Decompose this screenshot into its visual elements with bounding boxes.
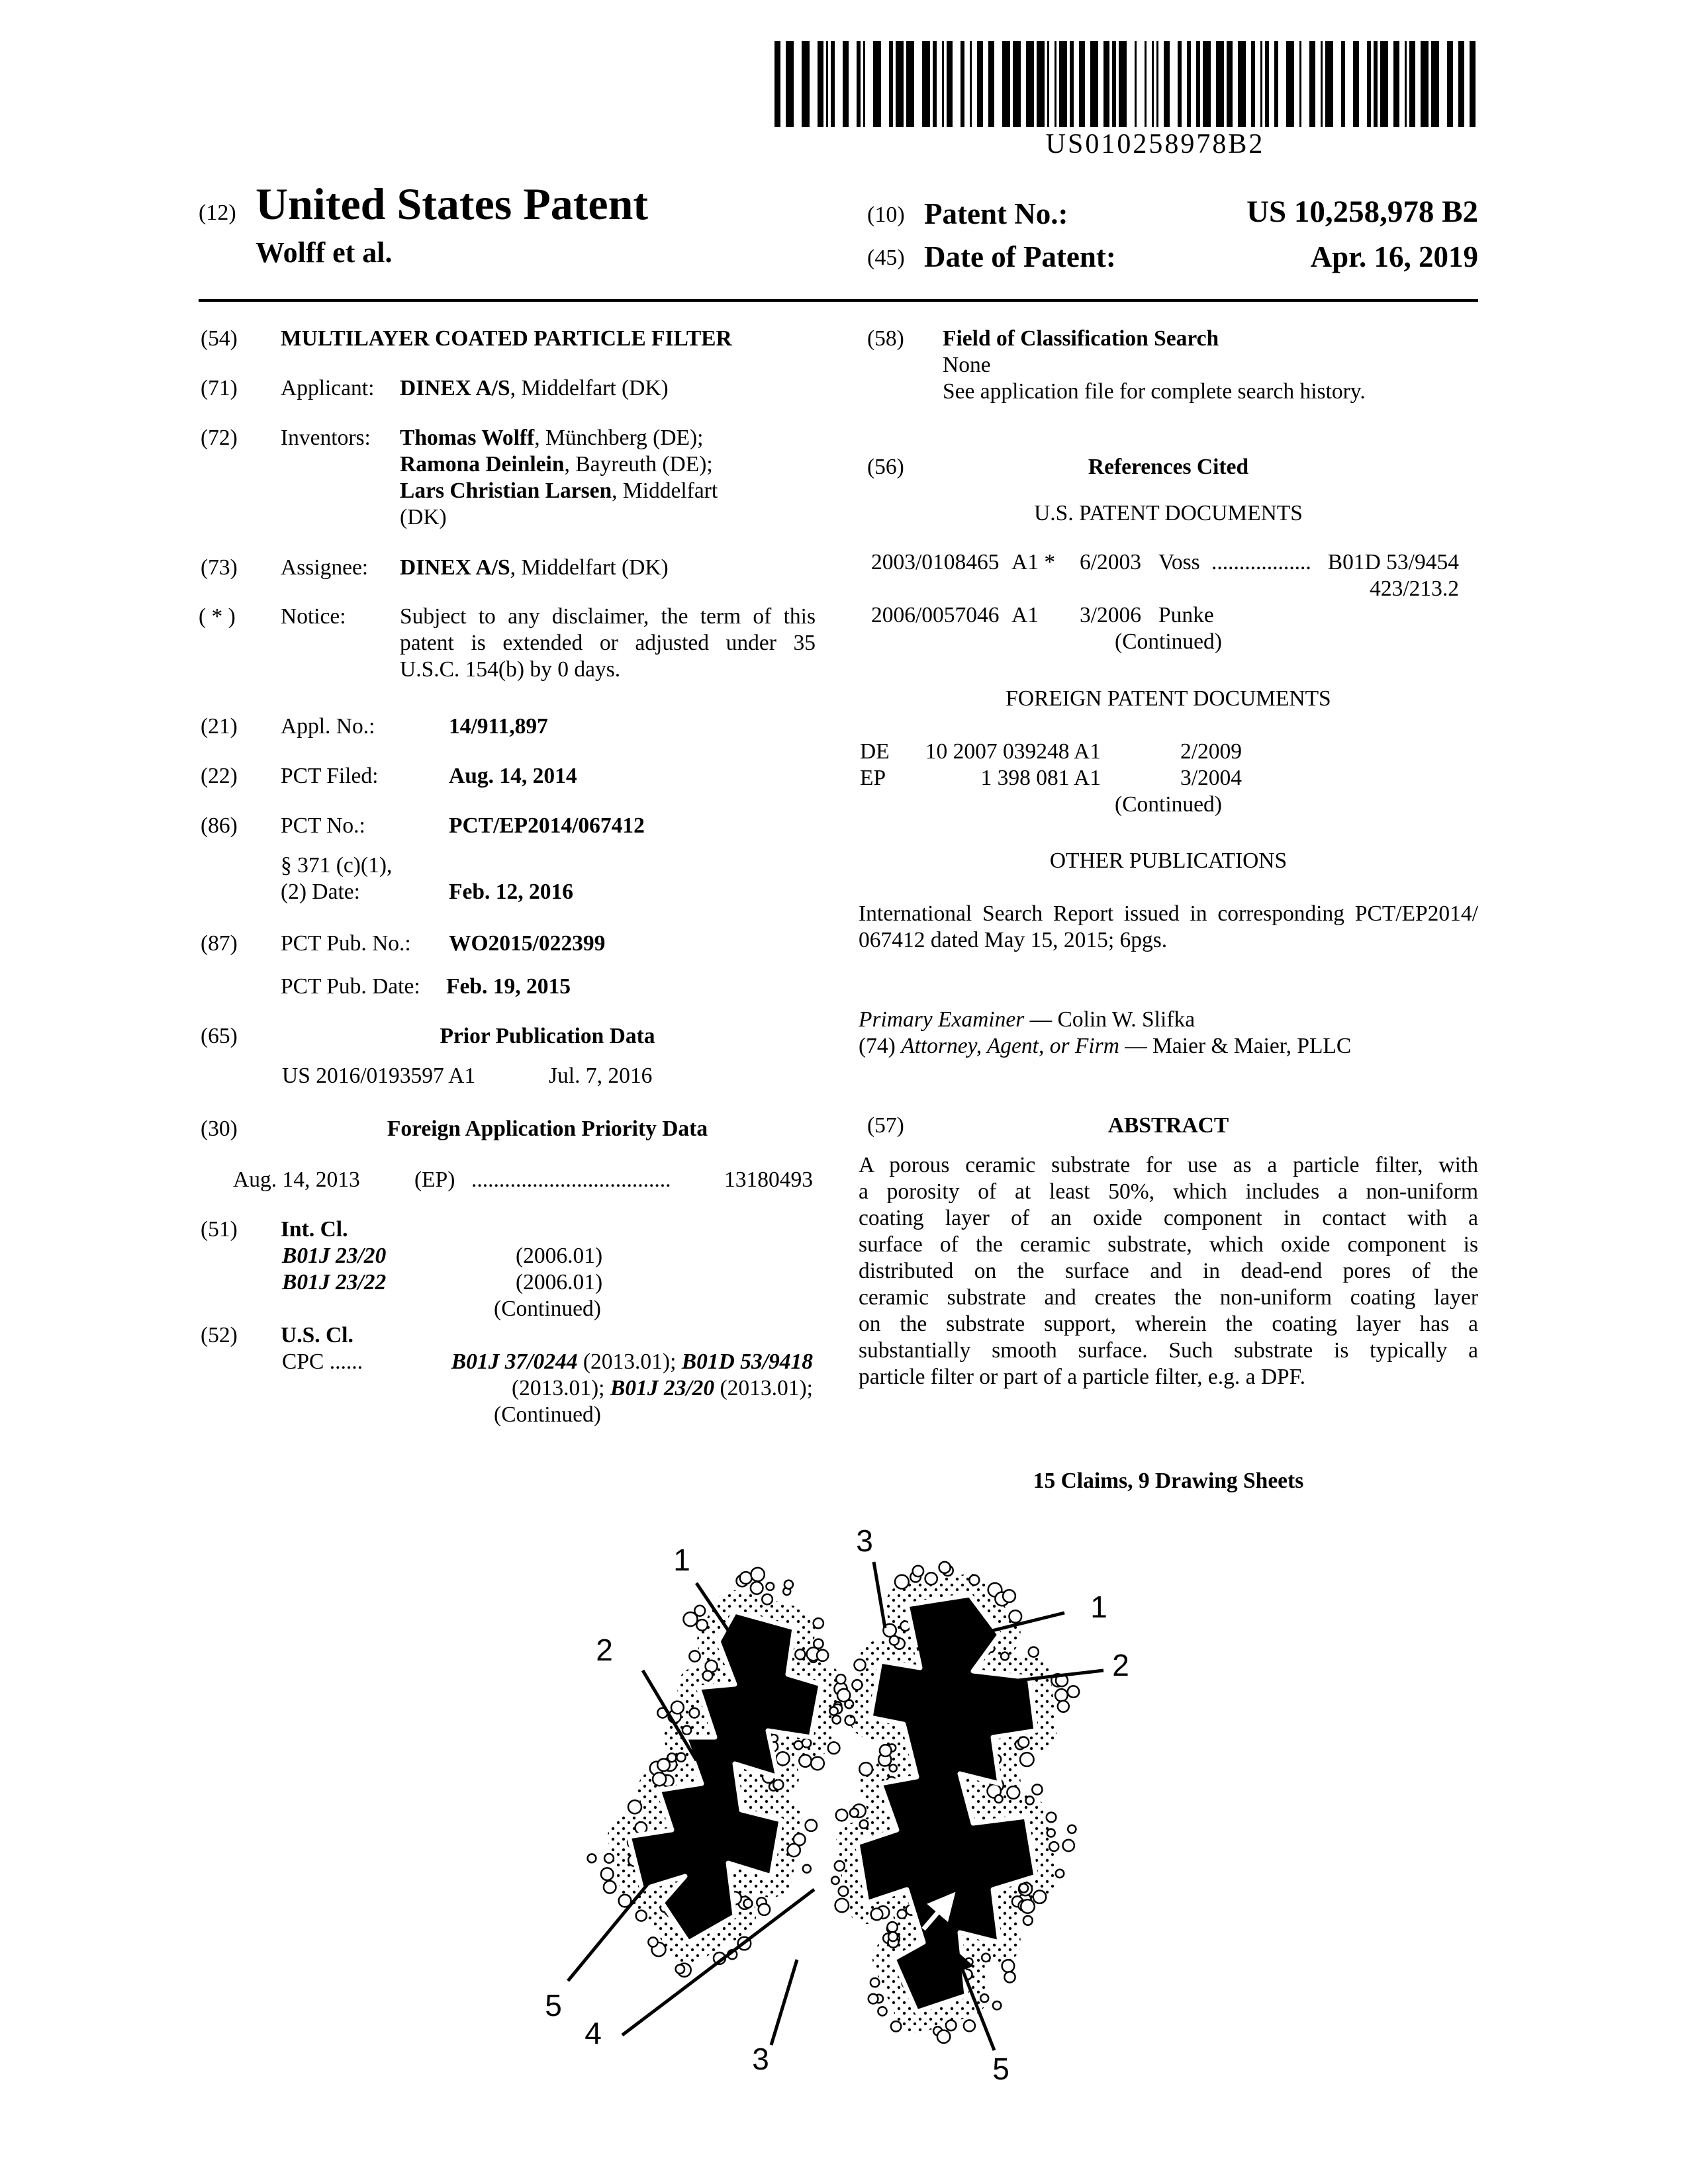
inventor-line: Lars Christian Larsen, Middelfart <box>400 478 718 503</box>
abstract-line: surface of the ceramic substrate, which oxide component is <box>859 1232 1478 1257</box>
us-ref-class2: 423/213.2 <box>1370 576 1459 601</box>
inventor-shortname: Wolff et al. <box>256 236 393 269</box>
figure-label: 2 <box>1112 1648 1129 1682</box>
appl-no-label: Appl. No.: <box>281 714 375 739</box>
attorney-line: (74) Attorney, Agent, or Firm — Maier & Maier, PLLC <box>859 1034 1352 1058</box>
classification-search-note: See application file for complete search history. <box>943 379 1366 404</box>
figure-label: 3 <box>752 2042 769 2076</box>
cpc-label: CPC ...... <box>282 1349 363 1374</box>
inventor-line: (DK) <box>400 505 447 529</box>
figure-label: 2 <box>596 1633 613 1667</box>
primary-examiner-line: Primary Examiner — Colin W. Slifka <box>859 1007 1196 1032</box>
patent-drawing <box>536 1519 1198 2081</box>
int-cl-continued: (Continued) <box>494 1297 601 1321</box>
field-num-65: (65) <box>201 1024 238 1048</box>
cpc-line: B01J 37/0244 (2013.01); B01D 53/9418 <box>451 1349 813 1374</box>
abstract-line: ceramic substrate and creates the non-uniform coating layer <box>859 1285 1478 1310</box>
inventor-line: Thomas Wolff, Münchberg (DE); <box>400 426 704 450</box>
notice-line: U.S.C. 154(b) by 0 days. <box>400 657 621 682</box>
field-num-73: (73) <box>201 555 238 580</box>
figure-label: 5 <box>992 2052 1009 2081</box>
us-ref-kind: A1 <box>1011 603 1039 627</box>
us-refs-continued: (Continued) <box>1115 629 1222 654</box>
assignee-label: Assignee: <box>281 555 369 580</box>
foreign-ref-number: 1 398 081 A1 <box>980 766 1101 790</box>
us-ref-name: Punke <box>1158 603 1214 627</box>
pct-pub-date-label: PCT Pub. Date: <box>281 974 420 999</box>
field-num-51: (51) <box>201 1217 238 1242</box>
foreign-ref-date: 3/2004 <box>1180 766 1243 790</box>
pct-pub-no-label: PCT Pub. No.: <box>281 931 411 956</box>
other-publication-line: 067412 dated May 15, 2015; 6pgs. <box>859 928 1168 952</box>
foreign-ref-country: EP <box>860 766 886 790</box>
claims-drawing-sheets-line: 15 Claims, 9 Drawing Sheets <box>1033 1469 1304 1493</box>
pct-pub-date-value: Feb. 19, 2015 <box>446 974 571 999</box>
priority-dots: .................................... <box>471 1167 671 1192</box>
field-num-54: (54) <box>201 326 238 351</box>
field-num-45: (45) <box>867 246 905 270</box>
abstract-line: on the substrate support, wherein the coating layer has a <box>859 1312 1478 1336</box>
leader-line-3-bottom <box>771 1960 797 2045</box>
other-publication-line: International Search Report issued in corresponding PCT/EP2014/ <box>859 901 1478 926</box>
abstract-line: substantially smooth surface. Such substrate is typically a <box>859 1338 1478 1363</box>
field-num-12: (12) <box>199 201 236 225</box>
int-cl-class: B01J 23/22 <box>282 1270 387 1295</box>
field-num-10: (10) <box>867 203 905 227</box>
inventors-label: Inventors: <box>281 426 371 450</box>
foreign-priority-header: Foreign Application Priority Data <box>387 1116 708 1141</box>
prior-publication-date: Jul. 7, 2016 <box>549 1064 653 1088</box>
leader-line-3-top <box>874 1562 885 1628</box>
barcode-bars <box>774 41 1476 127</box>
assignee-value: DINEX A/S, Middelfart (DK) <box>400 555 669 580</box>
field-num-87: (87) <box>201 931 238 956</box>
us-cl-continued: (Continued) <box>494 1402 601 1427</box>
field-num-86: (86) <box>201 813 238 838</box>
notice-line: patent is extended or adjusted under 35 <box>400 631 816 655</box>
field-num-21: (21) <box>201 714 238 739</box>
prior-publication-header: Prior Publication Data <box>440 1024 655 1048</box>
priority-office: (EP) <box>414 1167 455 1192</box>
figure-label: 1 <box>1090 1590 1107 1624</box>
us-ref-name: Voss <box>1158 550 1200 574</box>
abstract-line: coating layer of an oxide component in contact with a <box>859 1206 1478 1230</box>
figure-label: 1 <box>673 1543 690 1577</box>
inventor-line: Ramona Deinlein, Bayreuth (DE); <box>400 452 713 477</box>
us-ref-kind: A1 * <box>1011 550 1056 574</box>
applicant-value: DINEX A/S, Middelfart (DK) <box>400 376 669 400</box>
us-ref-date: 3/2006 <box>1080 603 1142 627</box>
priority-number: 13180493 <box>724 1167 813 1192</box>
figure-label: 5 <box>545 1988 562 2023</box>
appl-no-value: 14/911,897 <box>449 714 548 739</box>
prior-publication-number: US 2016/0193597 A1 <box>282 1064 476 1088</box>
classification-search-header: Field of Classification Search <box>943 326 1219 351</box>
invention-title: MULTILAYER COATED PARTICLE FILTER <box>281 326 732 351</box>
int-cl-version: (2006.01) <box>516 1244 603 1268</box>
us-cl-header: U.S. Cl. <box>281 1323 353 1347</box>
field-num-58: (58) <box>867 326 904 351</box>
date-of-patent-value: Apr. 16, 2019 <box>1310 240 1478 273</box>
pct-filed-label: PCT Filed: <box>281 764 379 788</box>
foreign-ref-country: DE <box>860 739 890 764</box>
abstract-header: ABSTRACT <box>1107 1113 1229 1138</box>
priority-date: Aug. 14, 2013 <box>233 1167 360 1192</box>
patent-no-value: US 10,258,978 B2 <box>1246 195 1478 229</box>
field-num-30: (30) <box>201 1116 238 1141</box>
figure-label: 3 <box>856 1524 873 1558</box>
sec-371-date-label: (2) Date: <box>281 880 360 904</box>
page-title: United States Patent <box>256 179 649 229</box>
foreign-ref-number: 10 2007 039248 A1 <box>925 739 1101 764</box>
other-publications-header: OTHER PUBLICATIONS <box>1049 848 1288 873</box>
pct-pub-no-value: WO2015/022399 <box>449 931 606 956</box>
sec-371-line: § 371 (c)(1), <box>281 853 393 878</box>
patent-no-label: Patent No.: <box>924 197 1068 230</box>
us-ref-class: B01D 53/9454 <box>1327 550 1459 574</box>
date-of-patent-label: Date of Patent: <box>924 240 1116 273</box>
foreign-ref-date: 2/2009 <box>1180 739 1243 764</box>
notice-line: Subject to any disclaimer, the term of this <box>400 604 816 629</box>
notice-label: Notice: <box>281 604 346 629</box>
field-num-57: (57) <box>867 1113 904 1138</box>
pct-no-value: PCT/EP2014/067412 <box>449 813 645 838</box>
int-cl-header: Int. Cl. <box>281 1217 348 1242</box>
field-num-71: (71) <box>201 376 238 400</box>
header-divider <box>199 299 1478 302</box>
applicant-label: Applicant: <box>281 376 375 400</box>
pct-no-label: PCT No.: <box>281 813 365 838</box>
field-num-22: (22) <box>201 764 238 788</box>
field-num-52: (52) <box>201 1323 238 1347</box>
field-num-72: (72) <box>201 426 238 450</box>
abstract-line: particle filter or part of a particle filter, e.g. a DPF. <box>859 1365 1306 1389</box>
us-ref-dots: .................. <box>1211 550 1311 574</box>
field-num-notice: ( * ) <box>199 604 236 629</box>
figure-label: 4 <box>585 2016 602 2050</box>
barcode <box>774 41 1479 127</box>
foreign-refs-continued: (Continued) <box>1115 792 1222 817</box>
sec-371-date-value: Feb. 12, 2016 <box>449 880 573 904</box>
us-ref-number: 2006/0057046 <box>871 603 1000 627</box>
barcode-number: US010258978B2 <box>1045 129 1265 159</box>
us-patent-documents-header: U.S. PATENT DOCUMENTS <box>1034 501 1303 525</box>
int-cl-class: B01J 23/20 <box>282 1244 387 1268</box>
us-ref-date: 6/2003 <box>1080 550 1142 574</box>
foreign-patent-documents-header: FOREIGN PATENT DOCUMENTS <box>1006 686 1331 711</box>
abstract-line: distributed on the surface and in dead-end pores of the <box>859 1259 1478 1283</box>
pct-filed-value: Aug. 14, 2014 <box>449 764 577 788</box>
us-ref-number: 2003/0108465 <box>871 550 1000 574</box>
classification-search-none: None <box>943 353 991 377</box>
abstract-line: a porosity of at least 50%, which includes a non-uniform <box>859 1179 1478 1204</box>
abstract-line: A porous ceramic substrate for use as a particle filter, with <box>859 1153 1478 1177</box>
cpc-line: (2013.01); B01J 23/20 (2013.01); <box>511 1376 813 1400</box>
field-num-56: (56) <box>867 455 904 479</box>
int-cl-version: (2006.01) <box>516 1270 603 1295</box>
references-cited-header: References Cited <box>1088 455 1249 479</box>
